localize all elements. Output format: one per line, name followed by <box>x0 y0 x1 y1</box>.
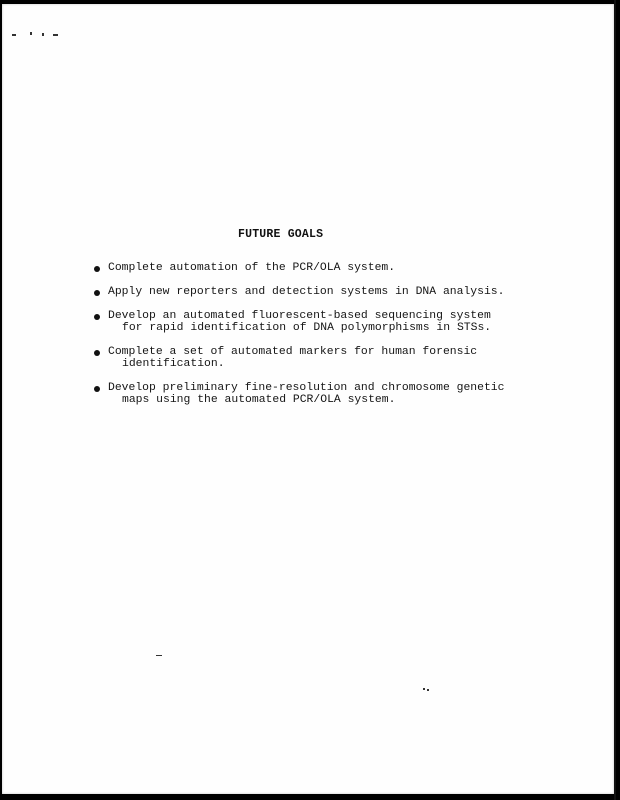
speck-mark <box>53 34 58 36</box>
speck-mark <box>427 689 429 691</box>
bullet-icon <box>94 314 100 320</box>
page-title: FUTURE GOALS <box>238 228 324 241</box>
document-page <box>2 4 614 794</box>
goal-text: Develop an automated fluorescent-based sequencing system <box>108 310 491 322</box>
page-edge <box>614 0 616 800</box>
goal-text: Complete automation of the PCR/OLA system. <box>108 262 396 274</box>
speck-mark <box>156 655 162 656</box>
goal-text: Apply new reporters and detection systems in DNA analysis. <box>108 286 505 298</box>
goal-item <box>94 382 524 406</box>
goal-text-continued: identification. <box>122 358 225 370</box>
bullet-icon <box>94 350 100 356</box>
goal-item <box>94 346 524 370</box>
speck-mark <box>42 33 44 36</box>
speck-mark <box>12 34 16 36</box>
speck-mark <box>423 688 425 690</box>
goal-text-continued: for rapid identification of DNA polymorphisms in STSs. <box>122 322 492 334</box>
bullet-icon <box>94 290 100 296</box>
bullet-icon <box>94 386 100 392</box>
goals-list <box>94 262 524 418</box>
speck-mark <box>30 32 32 35</box>
goal-text-continued: maps using the automated PCR/OLA system. <box>122 394 396 406</box>
goal-text: Develop preliminary fine-resolution and chromosome genetic <box>108 382 505 394</box>
bullet-icon <box>94 266 100 272</box>
goal-item <box>94 310 524 334</box>
goal-text: Complete a set of automated markers for human forensic <box>108 346 478 358</box>
goal-item <box>94 262 524 274</box>
goal-item <box>94 286 524 298</box>
